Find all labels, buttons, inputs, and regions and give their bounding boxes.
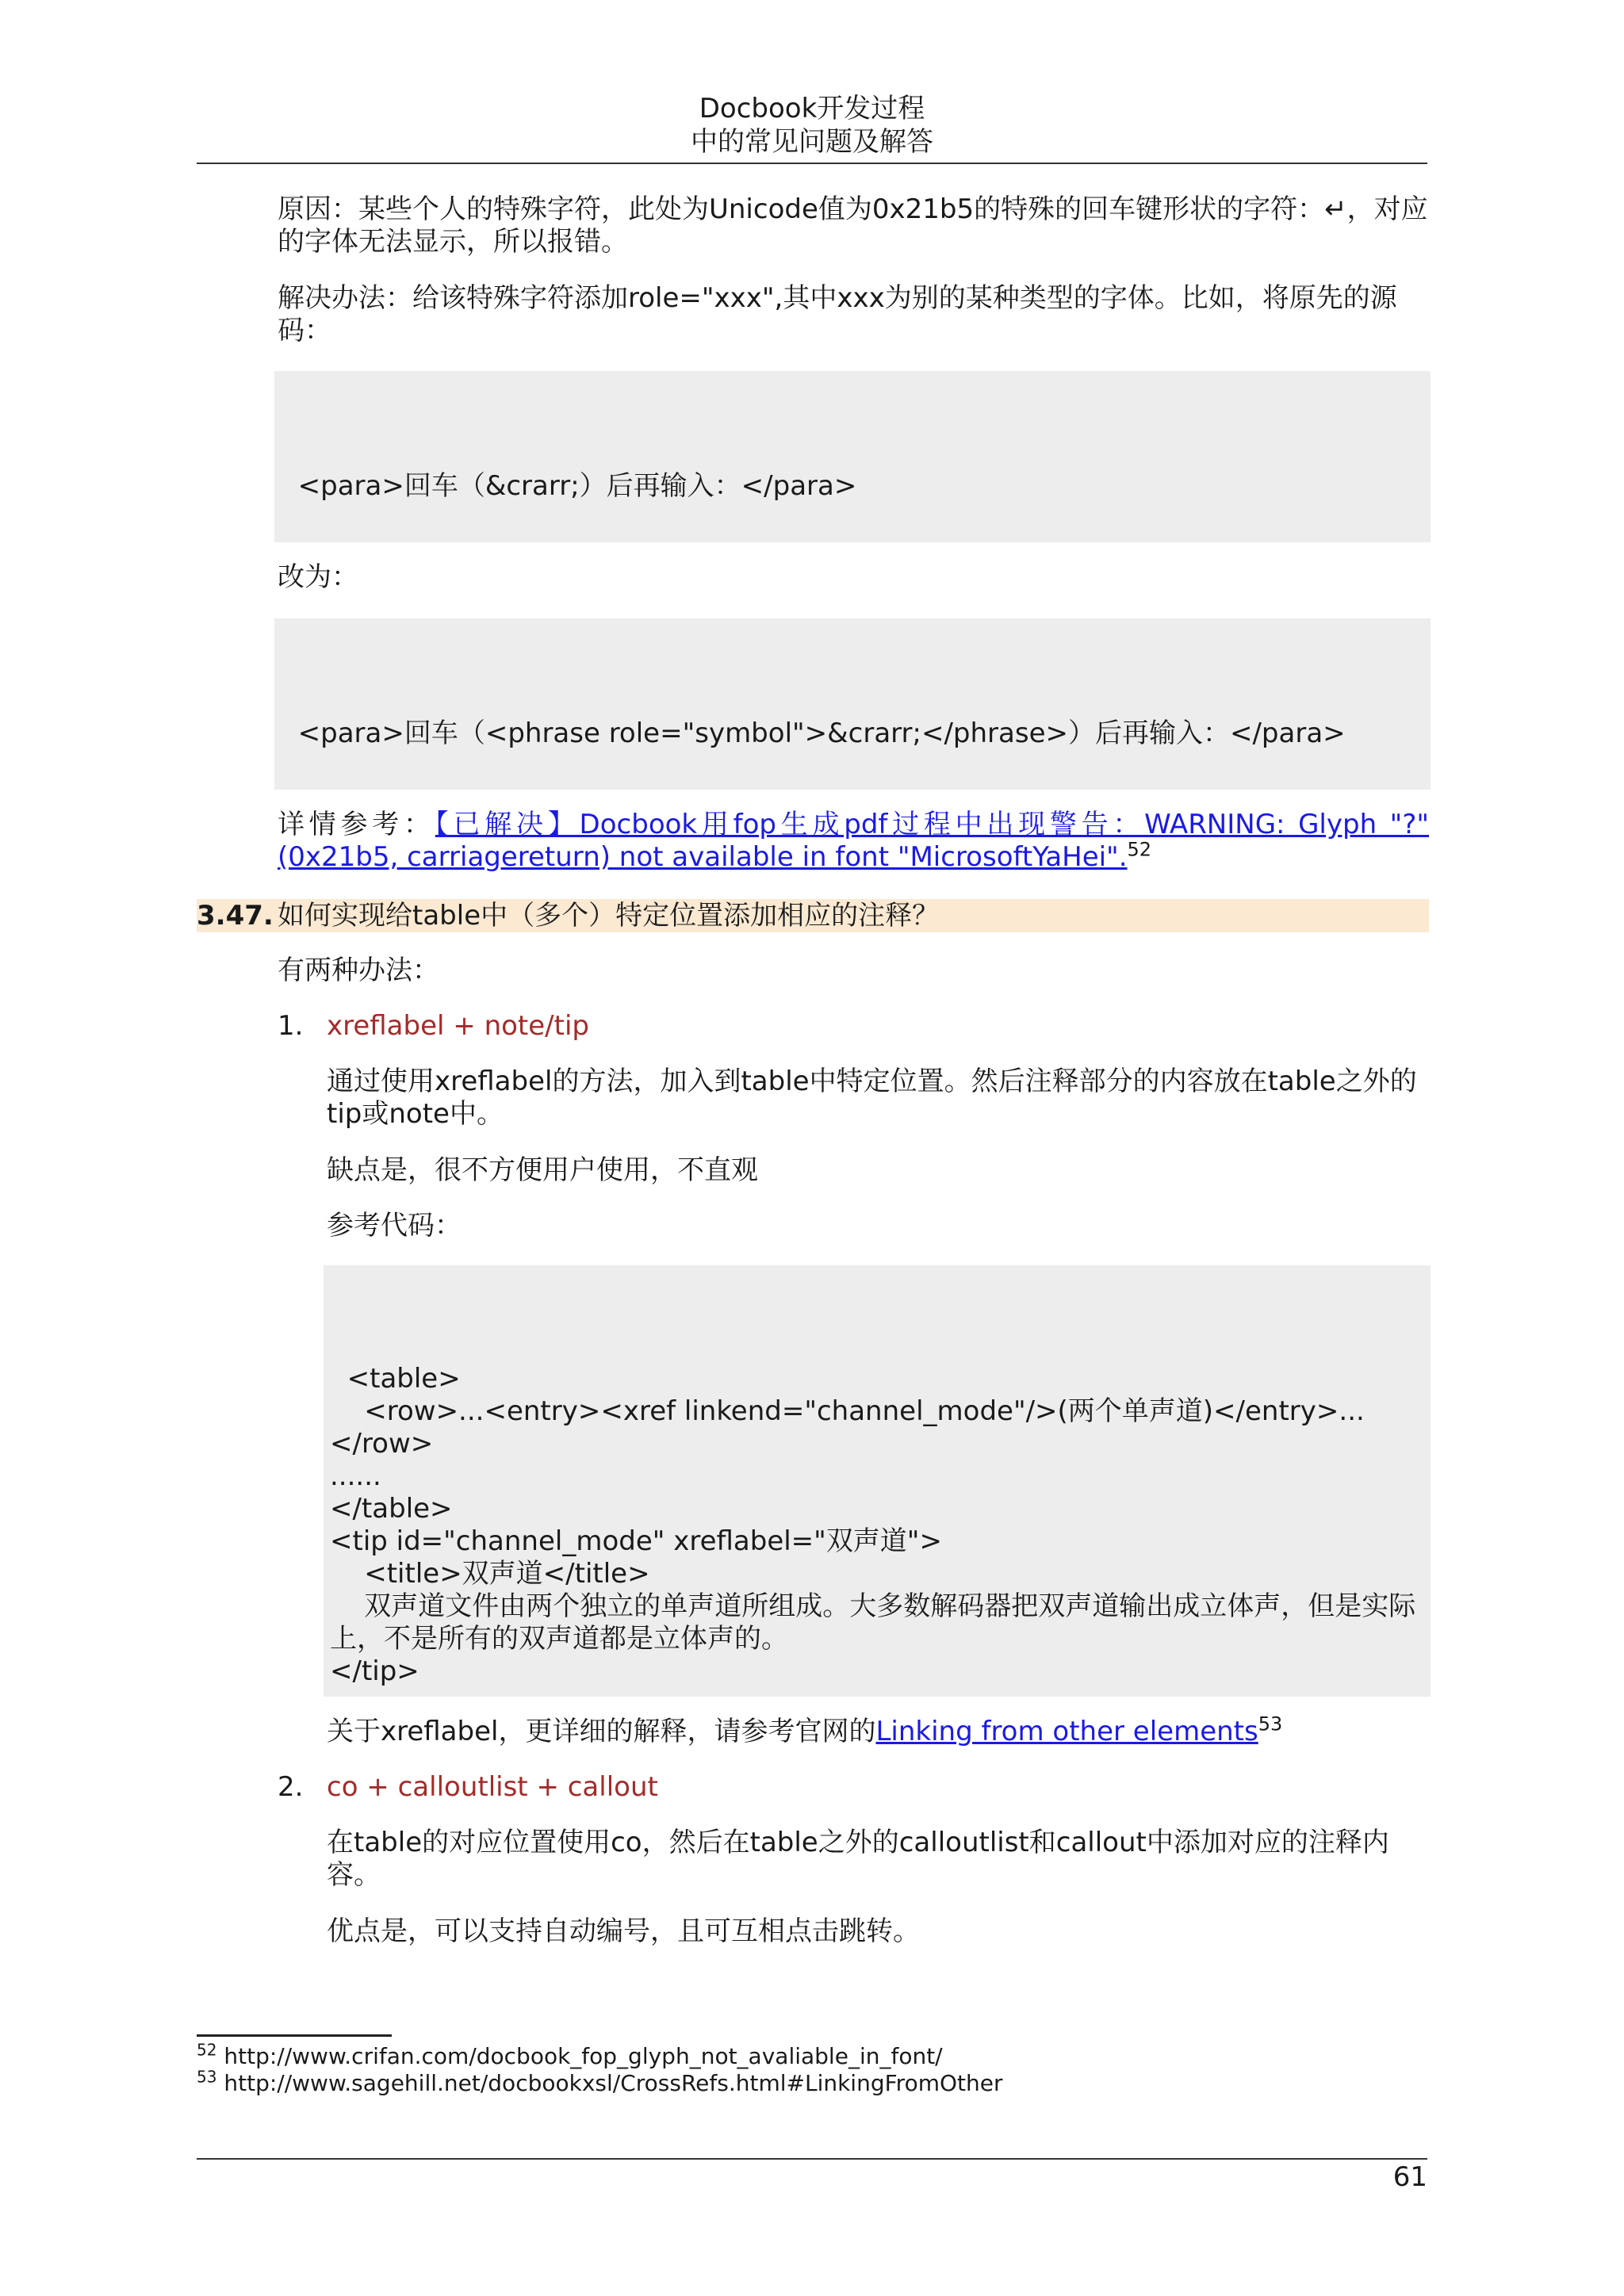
section-title: 如何实现给table中（多个）特定位置添加相应的注释？	[278, 900, 940, 932]
reference-paragraph	[278, 809, 1429, 874]
footnote-53	[197, 2067, 1003, 2096]
header-rule	[197, 163, 1427, 164]
code-text-original: <para>回车（&crarr;）后再输入：</para>	[297, 470, 857, 502]
reason-paragraph: 原因：某些个人的特殊字符，此处为Unicode值为0x21b5的特殊的回车键形状的字符：↵，对应的字体无法显示，所以报错。	[278, 193, 1428, 258]
solution-paragraph: 解决办法：给该特殊字符添加role="xxx",其中xxx为别的某种类型的字体。比如，将原先的源码：	[278, 282, 1397, 346]
item1-code-label: 参考代码：	[327, 1210, 462, 1242]
header-title-line2: 中的常见问题及解答	[691, 126, 933, 158]
section-heading	[197, 899, 1429, 932]
item2-description: 在table的对应位置使用co，然后在table之外的calloutlist和callout中添加对应的注释内容。	[327, 1827, 1389, 1891]
code-text-xreflabel: <table> <row>...<entry><xref linkend="channel_mode"/>(两个单声道)</entry>...</row> ...... </table> <tip id="channel_mode" xreflabel="双声道"> <title>双声道</title> 双声道文件由两个独立的单声道所组成。大多数解码器把双声道输出成立体声，但是实际上，不是所有的双声道都是立体声的。 </tip>	[330, 1363, 1416, 1687]
section-number: 3.47.	[197, 900, 274, 932]
linking-link[interactable]: Linking from other elements	[875, 1716, 1258, 1747]
list-item-2-title: co + calloutlist + callout	[327, 1771, 658, 1803]
page-number: 61	[1392, 2161, 1427, 2193]
item1-drawback: 缺点是，很不方便用户使用，不直观	[327, 1154, 758, 1186]
code-block-xreflabel	[324, 1265, 1431, 1697]
list-item-2-number: 2.	[278, 1771, 304, 1803]
change-to-label: 改为：	[278, 561, 358, 593]
list-item-1-title: xreflabel + note/tip	[327, 1010, 589, 1042]
header-title-line1: Docbook开发过程	[699, 93, 925, 124]
code-block-original	[274, 371, 1431, 542]
section-intro: 有两种办法：	[278, 955, 439, 986]
footer-rule	[197, 2158, 1427, 2160]
footnote-52	[197, 2040, 943, 2069]
reference-footnote-marker[interactable]: 52	[1127, 838, 1152, 861]
footnote-52-url[interactable]: http://www.crifan.com/docbook_fop_glyph_not_avaliable_in_font/	[224, 2043, 943, 2069]
reference-prefix: 详情参考：	[278, 809, 435, 840]
item2-advantage: 优点是，可以支持自动编号，且可互相点击跳转。	[327, 1915, 920, 1947]
footnote-52-number: 52	[197, 2040, 217, 2060]
code-text-modified: <para>回车（<phrase role="symbol">&crarr;</phrase>）后再输入：</para>	[297, 718, 1346, 749]
reference-link[interactable]: 【已解决】Docbook用fop生成pdf过程中出现警告：WARNING: Glyph "?" (0x21b5, carriagereturn) not available in font "MicrosoftYaHei".	[278, 809, 1430, 873]
item1-description: 通过使用xreflabel的方法，加入到table中特定位置。然后注释部分的内容放在table之外的tip或note中。	[327, 1066, 1417, 1130]
list-item-1-number: 1.	[278, 1010, 304, 1042]
code-block-modified	[274, 618, 1431, 790]
item1-more-info	[327, 1712, 1429, 1748]
footnote-53-url[interactable]: http://www.sagehill.net/docbookxsl/CrossRefs.html#LinkingFromOther	[224, 2070, 1003, 2096]
linking-footnote-marker[interactable]: 53	[1258, 1712, 1283, 1735]
more-info-prefix: 关于xreflabel，更详细的解释，请参考官网的	[327, 1716, 876, 1747]
footnote-53-number: 53	[197, 2067, 217, 2087]
footnote-rule	[197, 2034, 392, 2037]
